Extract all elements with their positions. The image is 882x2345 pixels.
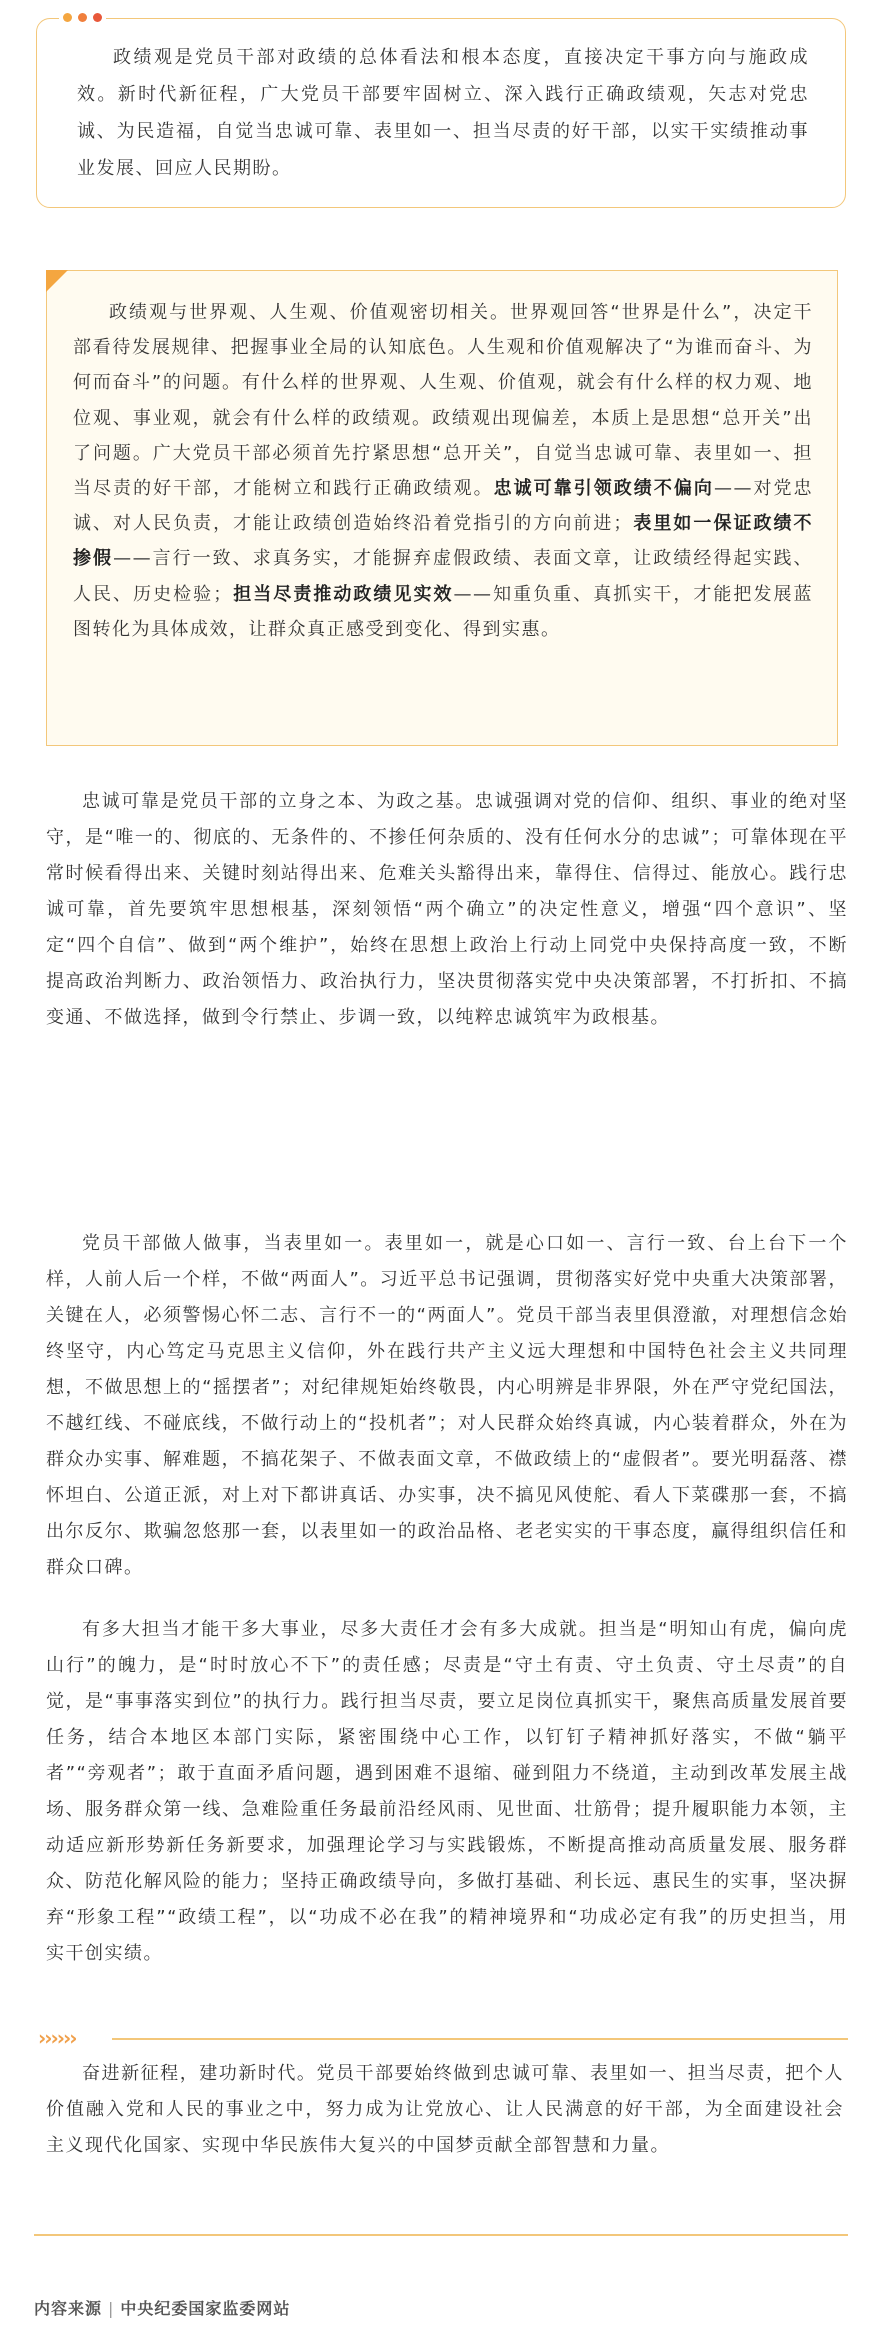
divider	[34, 2234, 848, 2236]
source-label: 内容来源	[34, 2299, 103, 2318]
intro-box	[36, 18, 846, 208]
highlight-bold-1: 忠诚可靠引领政绩不偏向	[493, 478, 714, 500]
highlight-part-3: ——言行一致、求真务实，才能摒弃虚假政绩、表面文章，让政绩经得起实践、人民、历史检验；	[73, 548, 814, 605]
chevrons-icon: ››››››	[38, 2026, 76, 2050]
highlight-box	[46, 270, 838, 746]
highlight-text	[73, 295, 813, 647]
highlight-part-4: ——知重负重、真抓实干，才能把发展蓝图转化为具体成效，让群众真正感受到变化、得到实惠。	[73, 583, 814, 640]
corner-triangle-icon	[46, 270, 68, 292]
highlight-bold-2: 表里如一保证政绩不掺假	[73, 513, 813, 570]
source-separator: |	[108, 2299, 115, 2318]
body-paragraph-responsibility: 有多大担当才能干多大事业，尽多大责任才会有多大成就。担当是“明知山有虎，偏向虎山行”的魄力，是“时时放心不下”的责任感；尽责是“守土有责、守土负责、守土尽责”的自觉，是“事事落实到位”的执行力。践行担当尽责，要立足岗位真抓实干，聚焦高质量发展首要任务，结合本地区本部门实际，紧密围绕中心工作，以钉钉子精神抓好落实，不做“躺平者”“旁观者”；敢于直面矛盾问题，遇到困难不退缩、碰到阻力不绕道，主动到改革发展主战场、服务群众第一线、急难险重任务最前沿经风雨、见世面、壮筋骨；提升履职能力本领，主动适应新形势新任务新要求，加强理论学习与实践锻炼，不断提高推动高质量发展、服务群众、防范化解风险的能力；坚持正确政绩导向，多做打基础、利长远、惠民生的实事，坚决摒弃“形象工程”“政绩工程”，以“功成不必在我”的精神境界和“功成必定有我”的历史担当，用实干创实绩。	[46, 1619, 848, 1964]
highlight-part-1: 政绩观与世界观、人生观、价值观密切相关。世界观回答“世界是什么”，决定干部看待发展规律、把握事业全局的认知底色。人生观和价值观解决了“为谁而奋斗、为何而奋斗”的问题。有什么样的世界观、人生观、价值观，就会有什么样的权力观、地位观、事业观，就会有什么样的政绩观。政绩观出现偏差，本质上是思想“总开关”出了问题。广大党员干部必须首先拧紧思想“总开关”，自觉当忠诚可靠、表里如一、担当尽责的好干部，才能树立和践行正确政绩观。	[73, 302, 813, 500]
dot-icon	[63, 13, 72, 22]
intro-text: 政绩观是党员干部对政绩的总体看法和根本态度，直接决定干事方向与施政成效。新时代新征程，广大党员干部要牢固树立、深入践行正确政绩观，矢志对党忠诚、为民造福，自觉当忠诚可靠、表里如一、担当尽责的好干部，以实干实绩推动事业发展、回应人民期盼。	[77, 47, 809, 179]
closing-paragraph: 奋进新征程，建功新时代。党员干部要始终做到忠诚可靠、表里如一、担当尽责，把个人价值融入党和人民的事业之中，努力成为让党放心、让人民满意的好干部，为全面建设社会主义现代化国家、实现中华民族伟大复兴的中国梦贡献全部智慧和力量。	[46, 2063, 844, 2156]
highlight-bold-3: 担当尽责推动政绩见实效	[232, 583, 454, 605]
body-paragraph-loyalty: 忠诚可靠是党员干部的立身之本、为政之基。忠诚强调对党的信仰、组织、事业的绝对坚守，是“唯一的、彻底的、无条件的、不掺任何杂质的、没有任何水分的忠诚”；可靠体现在平常时候看得出来、关键时刻站得出来、危难关头豁得出来，靠得住、信得过、能放心。践行忠诚可靠，首先要筑牢思想根基，深刻领悟“两个确立”的决定性意义，增强“四个意识”、坚定“四个自信”、做到“两个维护”，始终在思想上政治上行动上同党中央保持高度一致，不断提高政治判断力、政治领悟力、政治执行力，坚决贯彻落实党中央决策部署，不打折扣、不搞变通、不做选择，做到令行禁止、步调一致，以纯粹忠诚筑牢为政根基。	[46, 791, 848, 1028]
dot-icon	[78, 13, 87, 22]
body-paragraph-consistency: 党员干部做人做事，当表里如一。表里如一，就是心口如一、言行一致、台上台下一个样，人前人后一个样，不做“两面人”。习近平总书记强调，贯彻落实好党中央重大决策部署，关键在人，必须警惕心怀二志、言行不一的“两面人”。党员干部当表里俱澄澈，对理想信念始终坚守，内心笃定马克思主义信仰，外在践行共产主义远大理想和中国特色社会主义共同理想，不做思想上的“摇摆者”；对纪律规矩始终敬畏，内心明辨是非界限，外在严守党纪国法，不越红线、不碰底线，不做行动上的“投机者”；对人民群众始终真诚，内心装着群众，外在为群众办实事、解难题，不搞花架子、不做表面文章，不做政绩上的“虚假者”。要光明磊落、襟怀坦白、公道正派，对上对下都讲真话、办实事，决不搞见风使舵、看人下菜碟那一套，不搞出尔反尔、欺骗忽悠那一套，以表里如一的政治品格、老老实实的干事态度，赢得组织信任和群众口碑。	[46, 1233, 848, 1578]
divider	[112, 2038, 848, 2040]
highlight-part-2: ——对党忠诚、对人民负责，才能让政绩创造始终沿着党指引的方向前进；	[73, 478, 814, 535]
dot-icon	[93, 13, 102, 22]
source-footer	[34, 2296, 290, 2319]
source-name: 中央纪委国家监委网站	[120, 2299, 291, 2318]
decorative-dots	[59, 13, 106, 22]
